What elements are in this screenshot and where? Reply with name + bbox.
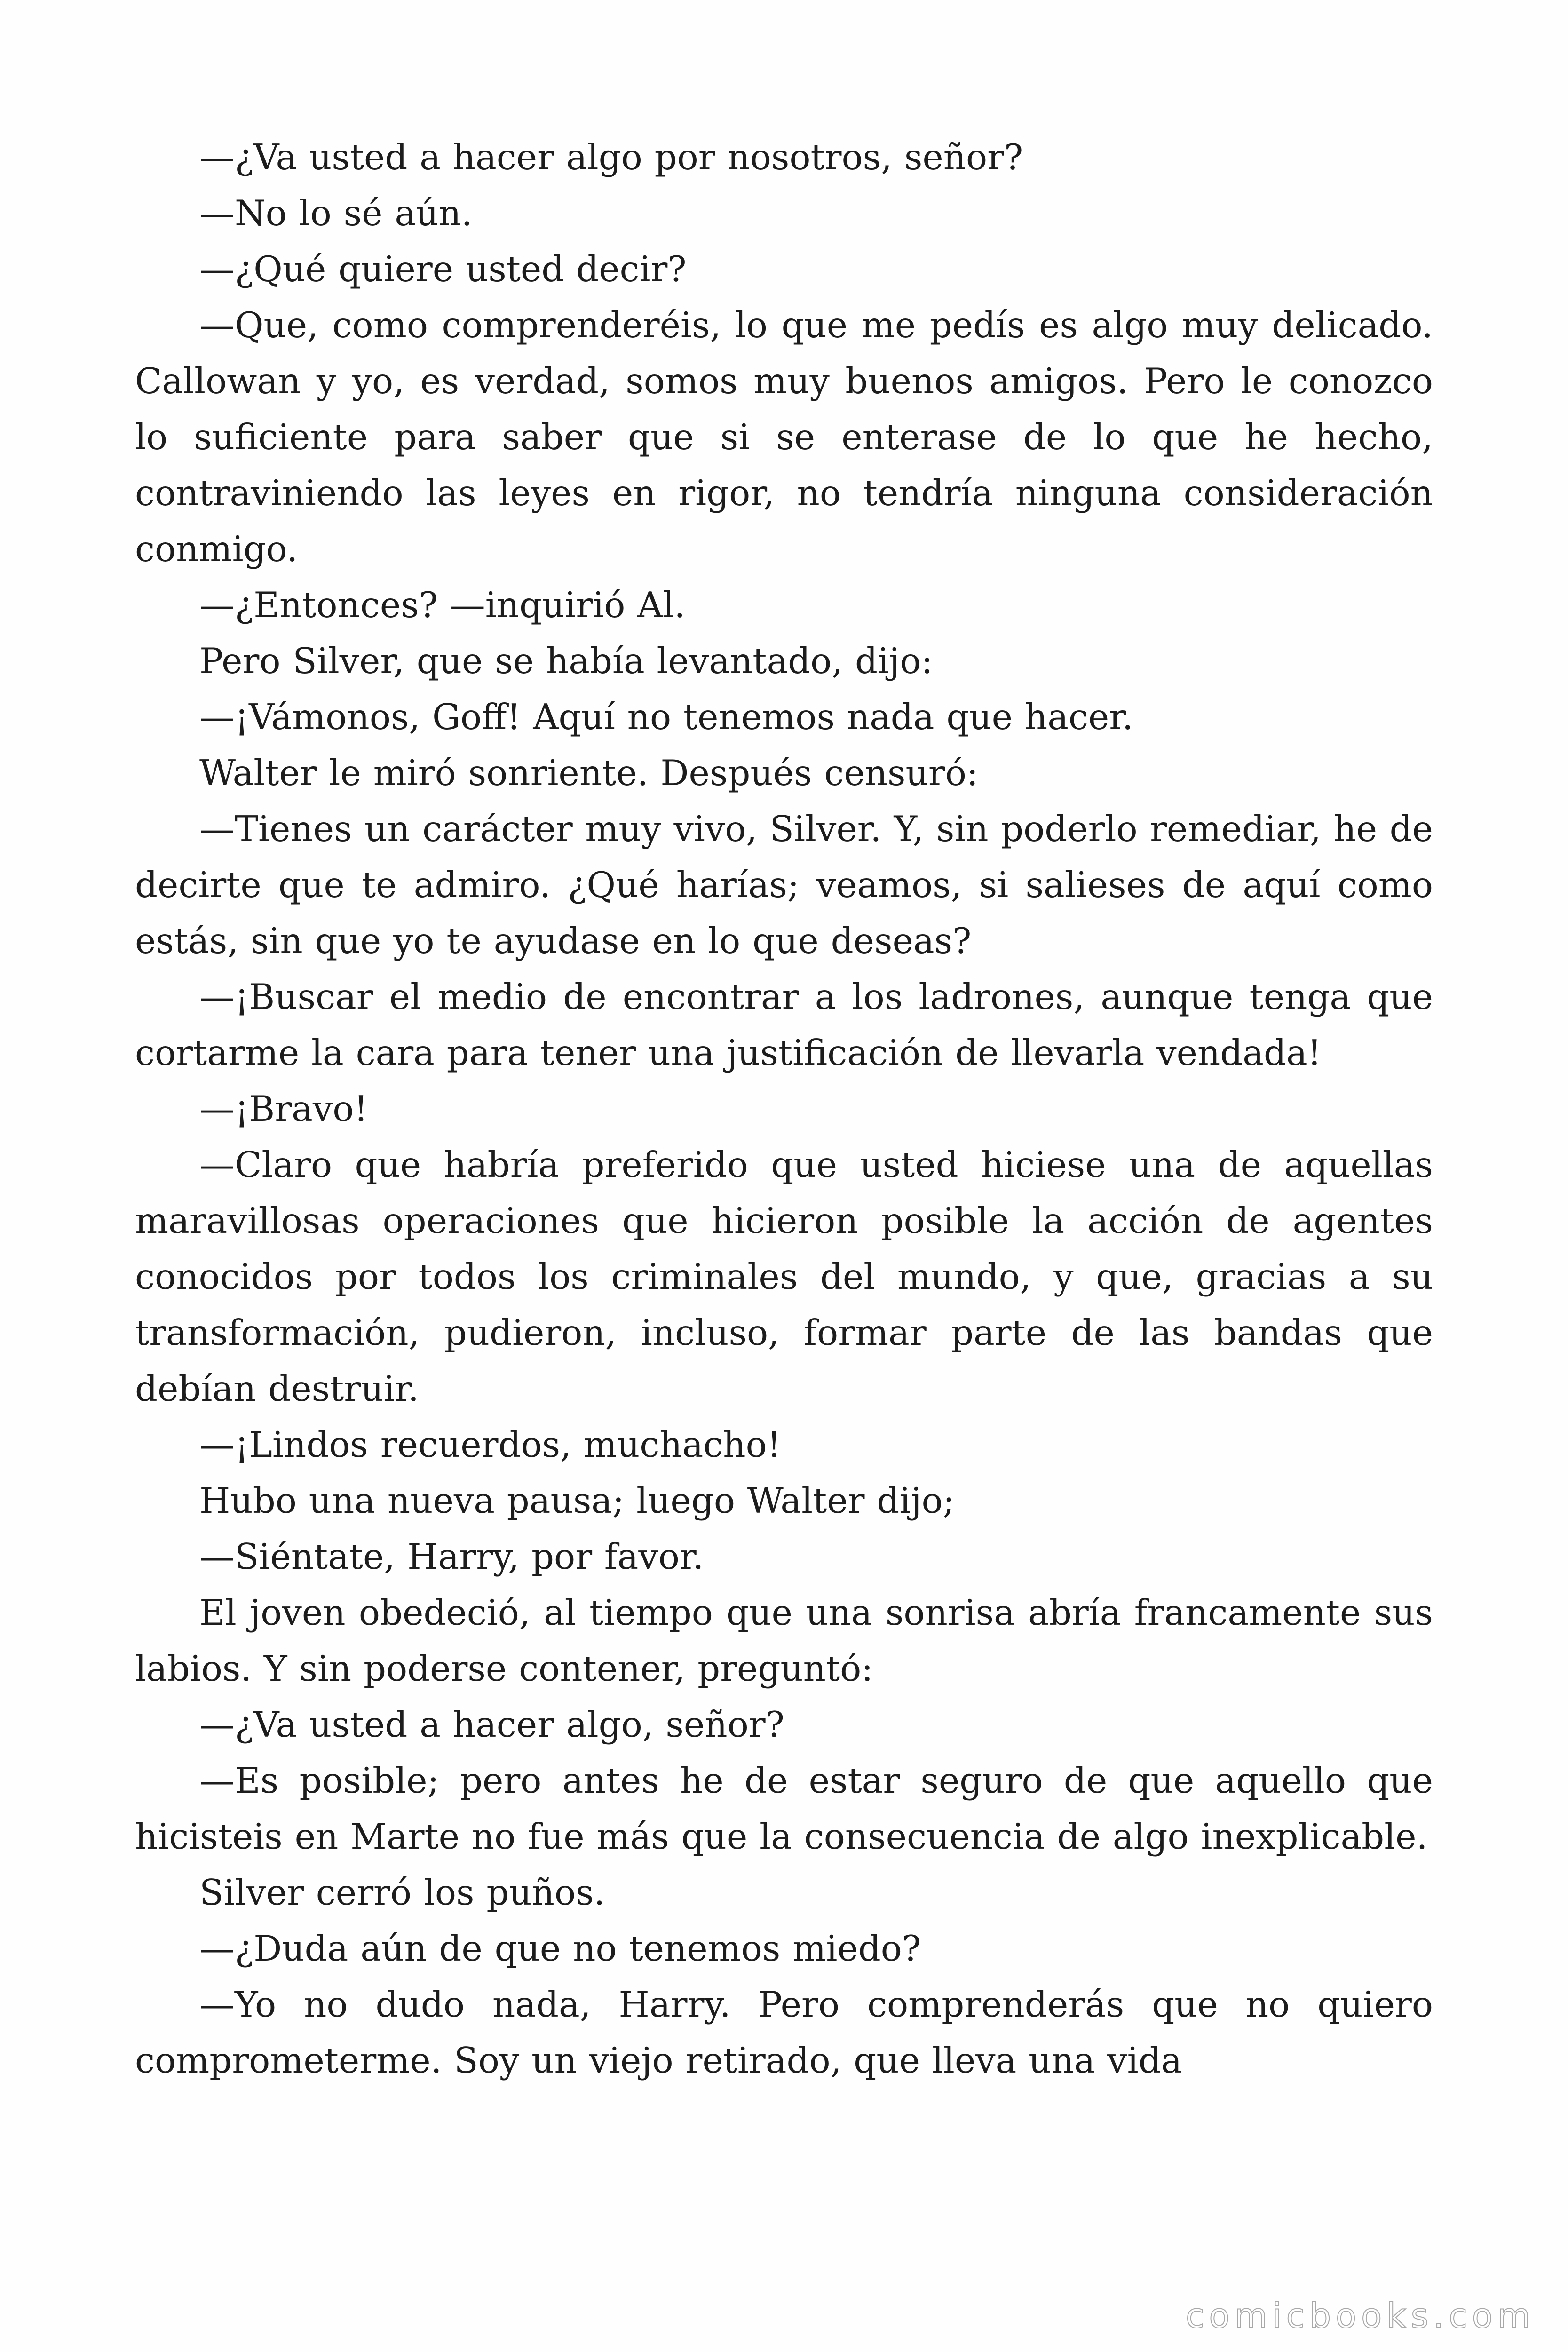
paragraph: —Claro que habría preferido que usted hiciese una de aquellas maravillosas operaciones que hicieron posible la acción de agentes conocidos por todos los criminales del mundo, y que, gracias a su transformación, pudieron, incluso, formar parte de las bandas que debían destruir. xyxy=(135,1144,1433,1409)
paragraph: —¿Va usted a hacer algo por nosotros, señor? xyxy=(199,136,1023,178)
paragraph: —¡Vámonos, Goff! Aquí no tenemos nada que hacer. xyxy=(199,696,1133,738)
paragraph: —Siéntate, Harry, por favor. xyxy=(199,1536,704,1577)
paragraph: Hubo una nueva pausa; luego Walter dijo; xyxy=(199,1480,955,1521)
paragraph: Pero Silver, que se había levantado, dijo: xyxy=(199,640,933,682)
paragraph: —Que, como comprenderéis, lo que me pedís es algo muy delicado. Callowan y yo, es verdad, somos muy buenos amigos. Pero le conozco lo suficiente para saber que si se enterase de lo que he hecho, contraviniendo las leyes en rigor, no tendría ninguna consideración conmigo. xyxy=(135,304,1433,570)
paragraph: —Tienes un carácter muy vivo, Silver. Y, sin poderlo remediar, he de decirte que te admiro. ¿Qué harías; veamos, si salieses de aquí como estás, sin que yo te ayudase en lo que deseas? xyxy=(135,808,1433,961)
paragraph: —¿Entonces? —inquirió Al. xyxy=(199,584,686,626)
paragraph: —¿Duda aún de que no tenemos miedo? xyxy=(199,1928,921,1969)
paragraph: El joven obedeció, al tiempo que una sonrisa abría francamente sus labios. Y sin poderse contener, preguntó: xyxy=(135,1592,1433,1689)
paragraph: Silver cerró los puños. xyxy=(199,1872,605,1913)
watermark: comicbooks.com xyxy=(1185,2296,1535,2336)
paragraph: —Yo no dudo nada, Harry. Pero comprenderás que no quiero comprometerme. Soy un viejo retirado, que lleva una vida xyxy=(135,1984,1433,2081)
paragraph: —¿Va usted a hacer algo, señor? xyxy=(199,1704,784,1745)
paragraph: —Es posible; pero antes he de estar seguro de que aquello que hicisteis en Marte no fue más que la consecuencia de algo inexplicable. xyxy=(135,1760,1433,1857)
paragraph: —¡Buscar el medio de encontrar a los ladrones, aunque tenga que cortarme la cara para tener una justificación de llevarla vendada! xyxy=(135,976,1433,1073)
paragraph: —No lo sé aún. xyxy=(199,192,473,234)
paragraph: —¡Lindos recuerdos, muchacho! xyxy=(199,1424,781,1465)
paragraph: —¡Bravo! xyxy=(199,1088,368,1129)
paragraph: —¿Qué quiere usted decir? xyxy=(199,248,687,290)
paragraph: Walter le miró sonriente. Después censuró: xyxy=(199,752,979,794)
page-body xyxy=(135,129,1433,2089)
